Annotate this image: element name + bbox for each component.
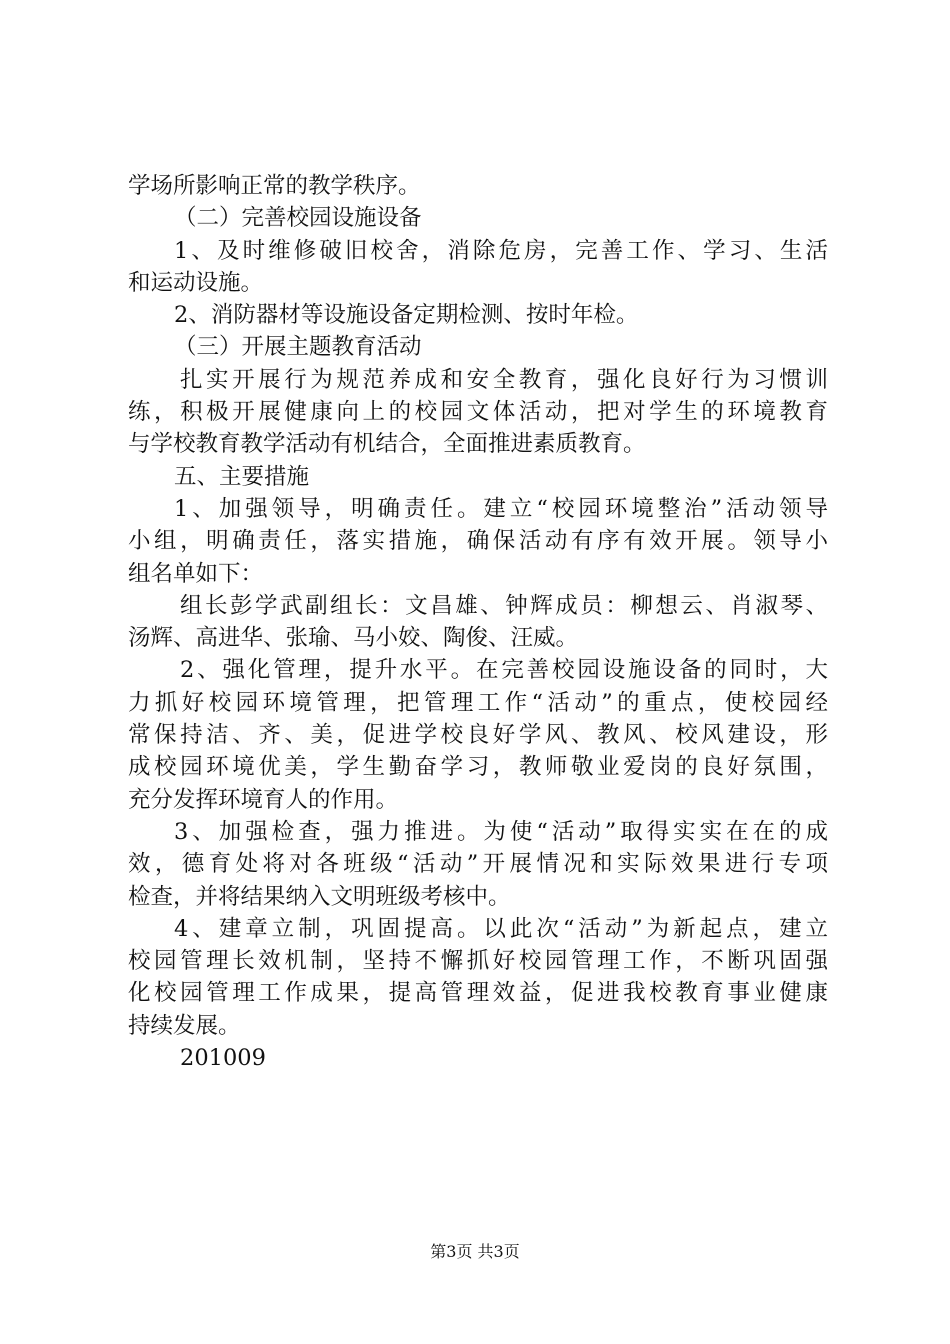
paragraph-line: 和运动设施。 [128,269,264,296]
paragraph-line: 检查，并将结果纳入文明班级考核中。 [128,883,511,910]
document-date: 201009 [180,1045,266,1072]
page-number: 第3页 共3页 [430,1242,520,1261]
paragraph-line: 练，积极开展健康向上的校园文体活动，把对学生的环境教育 [128,399,828,426]
paragraph-line: 充分发挥环境育人的作用。 [128,786,399,813]
paragraph-line: 组名单如下： [128,560,264,587]
paragraph-line: 与学校教育教学活动有机结合，全面推进素质教育。 [128,431,646,458]
paragraph-line: 成校园环境优美，学生勤奋学习，教师敬业爱岗的良好氛围， [128,754,828,781]
page-footer [0,1242,950,1262]
paragraph-line: 学场所影响正常的教学秩序。 [128,173,421,199]
paragraph-line: 4、建章立制，巩固提高。以此次“活动”为新起点，建立 [174,915,828,942]
paragraph-line: 1、及时维修破旧校舍，消除危房，完善工作、学习、生活 [174,237,828,264]
paragraph-line: 2、消防器材等设施设备定期检测、按时年检。 [174,302,639,329]
paragraph-line: 常保持洁、齐、美，促进学校良好学风、教风、校风建设，形 [128,722,828,749]
paragraph-line: 2、强化管理，提升水平。在完善校园设施设备的同时，大 [180,657,828,684]
section-heading: （二）完善校园设施设备 [174,205,422,232]
section-heading: （三）开展主题教育活动 [174,334,422,361]
paragraph-line: 效，德育处将对各班级“活动”开展情况和实际效果进行专项 [128,851,828,878]
paragraph-line: 化校园管理工作成果，提高管理效益，促进我校教育事业健康 [128,980,828,1007]
document-body [128,170,828,1074]
paragraph-line: 扎实开展行为规范养成和安全教育，强化良好行为习惯训 [180,366,828,393]
paragraph-line: 1、加强领导，明确责任。建立“校园环境整治”活动领导 [174,495,828,522]
paragraph-line: 组长彭学武副组长：文昌雄、钟辉成员：柳想云、肖淑琴、 [180,592,828,619]
paragraph-line: 持续发展。 [128,1012,241,1039]
paragraph-line: 3、加强检查，强力推进。为使“活动”取得实实在在的成 [174,818,828,845]
section-heading: 五、主要措施 [174,463,310,490]
paragraph-line: 小组，明确责任，落实措施，确保活动有序有效开展。领导小 [128,528,828,555]
paragraph-line: 汤辉、高进华、张瑜、马小姣、陶俊、汪威。 [128,625,579,652]
paragraph-line: 校园管理长效机制，坚持不懈抓好校园管理工作，不断巩固强 [128,948,828,975]
paragraph-line: 力抓好校园环境管理，把管理工作“活动”的重点，使校园经 [128,689,828,716]
